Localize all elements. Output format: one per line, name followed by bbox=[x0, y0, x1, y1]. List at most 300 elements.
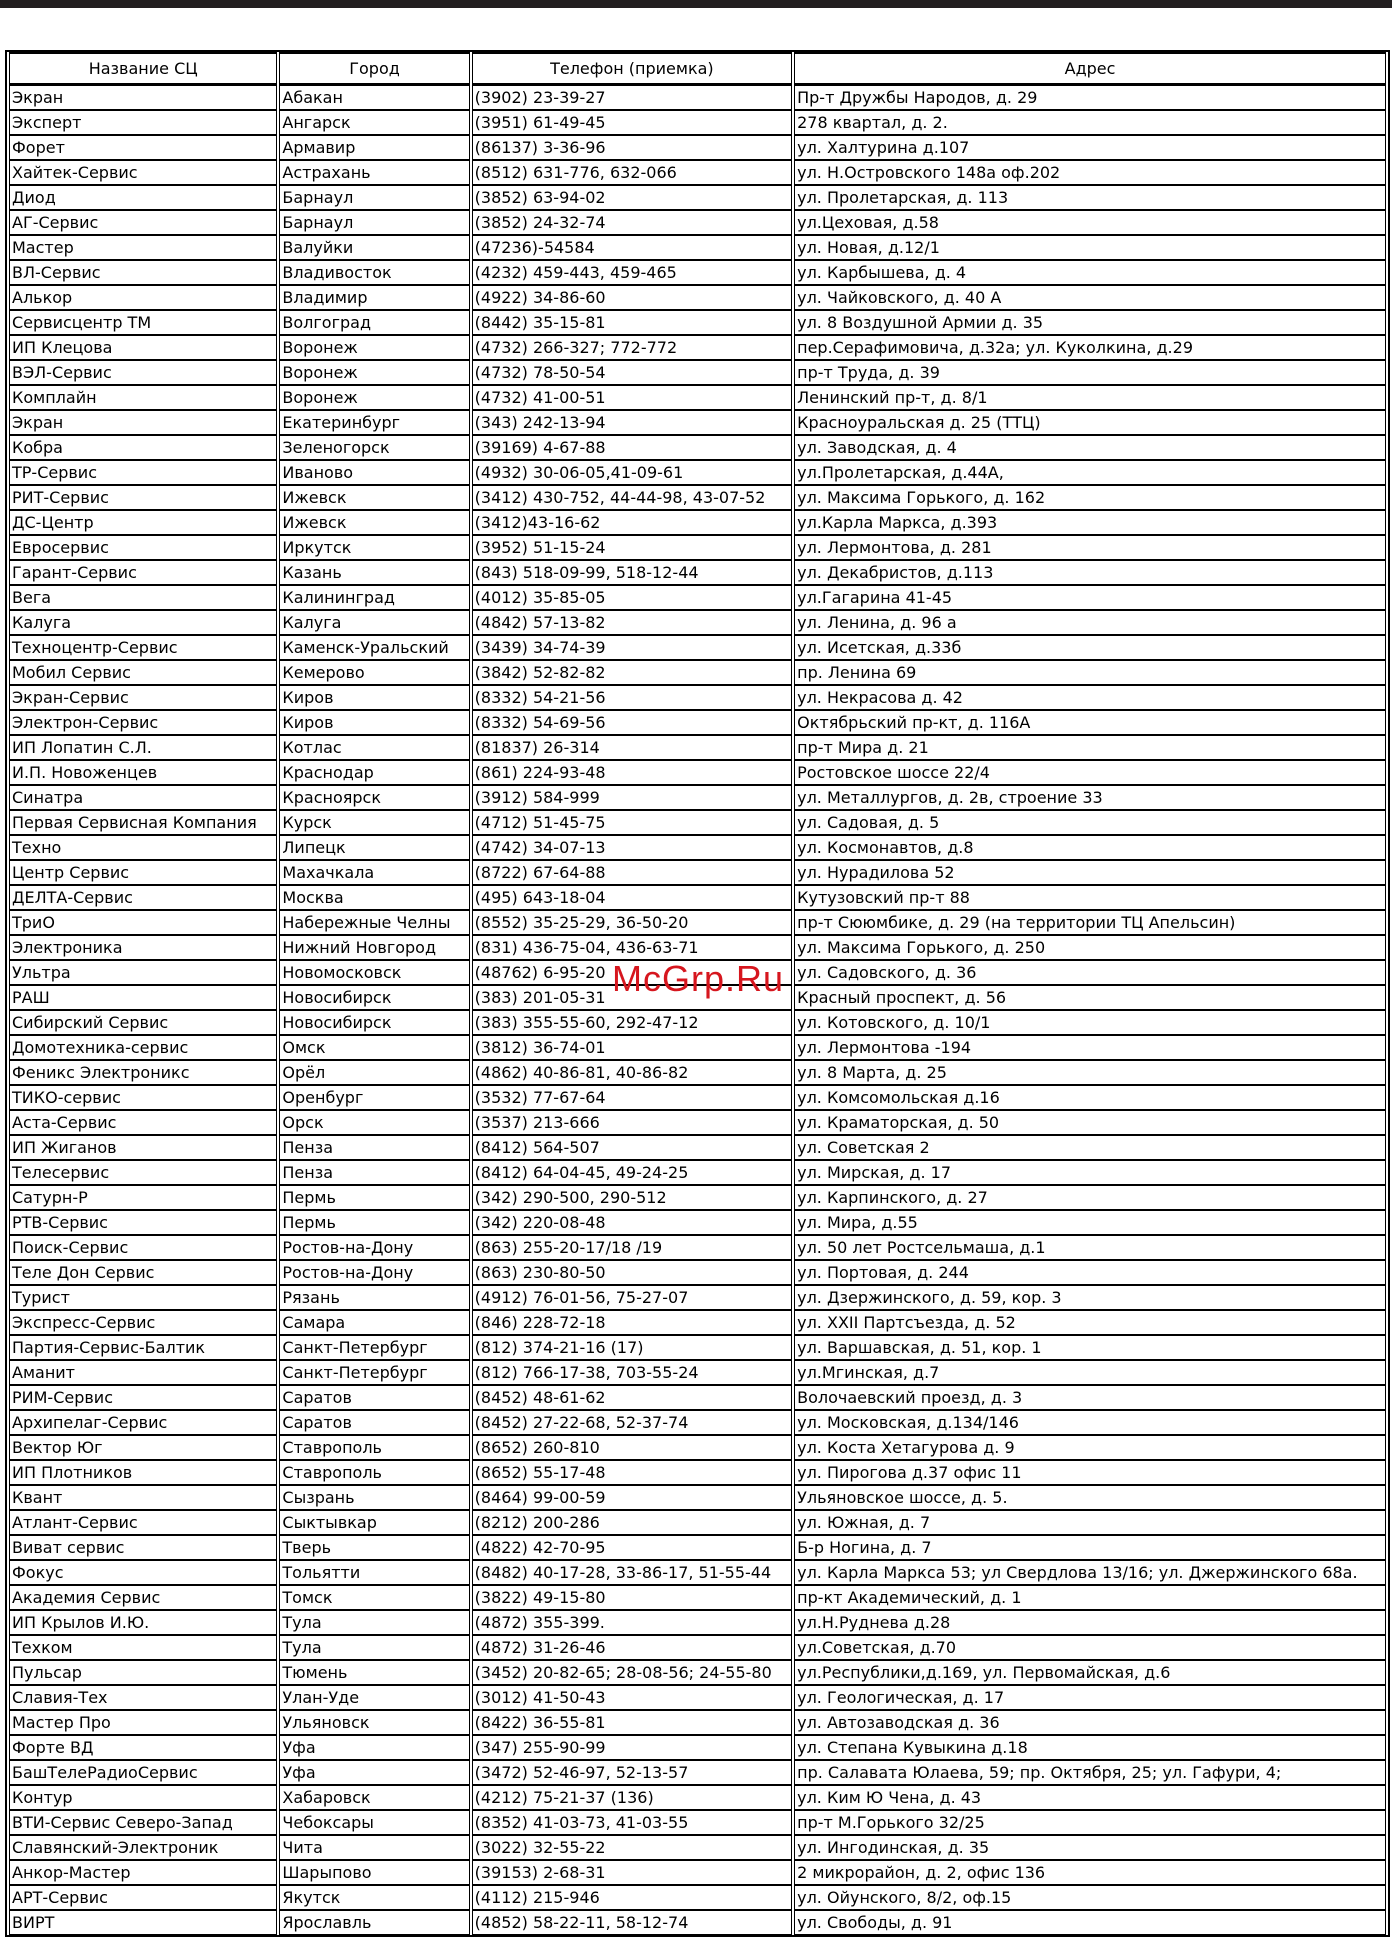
cell-phone: (81837) 26-314 bbox=[472, 735, 792, 760]
cell-city: Астрахань bbox=[279, 160, 469, 185]
cell-address: ул. Карбышева, д. 4 bbox=[794, 260, 1386, 285]
cell-phone: (39153) 2-68-31 bbox=[472, 1860, 792, 1885]
cell-name: ТР-Сервис bbox=[9, 460, 277, 485]
table-row bbox=[9, 385, 1386, 410]
cell-name: Алькор bbox=[9, 285, 277, 310]
cell-name: Теле Дон Сервис bbox=[9, 1260, 277, 1285]
cell-city: Каменск-Уральский bbox=[279, 635, 469, 660]
cell-phone: (3532) 77-67-64 bbox=[472, 1085, 792, 1110]
cell-name: ДС-Центр bbox=[9, 510, 277, 535]
cell-city: Казань bbox=[279, 560, 469, 585]
cell-city: Уфа bbox=[279, 1735, 469, 1760]
cell-address: ул. Н.Островского 148а оф.202 bbox=[794, 160, 1386, 185]
cell-name: Вега bbox=[9, 585, 277, 610]
cell-address: пр-т Сююмбике, д. 29 (на территории ТЦ Апельсин) bbox=[794, 910, 1386, 935]
cell-city: Орск bbox=[279, 1110, 469, 1135]
cell-name: Сатурн-Р bbox=[9, 1185, 277, 1210]
cell-city: Уфа bbox=[279, 1760, 469, 1785]
cell-phone: (86137) 3-36-96 bbox=[472, 135, 792, 160]
cell-city: Котлас bbox=[279, 735, 469, 760]
cell-address: пр. Ленина 69 bbox=[794, 660, 1386, 685]
table-row bbox=[9, 935, 1386, 960]
cell-phone: (3852) 63-94-02 bbox=[472, 185, 792, 210]
cell-phone: (4112) 215-946 bbox=[472, 1885, 792, 1910]
cell-phone: (3012) 41-50-43 bbox=[472, 1685, 792, 1710]
table-row bbox=[9, 1810, 1386, 1835]
cell-name: ДЕЛТА-Сервис bbox=[9, 885, 277, 910]
cell-phone: (8212) 200-286 bbox=[472, 1510, 792, 1535]
cell-address: 278 квартал, д. 2. bbox=[794, 110, 1386, 135]
table-row bbox=[9, 685, 1386, 710]
cell-phone: (8652) 55-17-48 bbox=[472, 1460, 792, 1485]
cell-phone: (8412) 564-507 bbox=[472, 1135, 792, 1160]
table-row bbox=[9, 435, 1386, 460]
cell-city: Чита bbox=[279, 1835, 469, 1860]
cell-city: Нижний Новгород bbox=[279, 935, 469, 960]
cell-city: Воронеж bbox=[279, 385, 469, 410]
cell-city: Чебоксары bbox=[279, 1810, 469, 1835]
cell-phone: (4842) 57-13-82 bbox=[472, 610, 792, 635]
cell-phone: (863) 255-20-17/18 /19 bbox=[472, 1235, 792, 1260]
cell-phone: (342) 290-500, 290-512 bbox=[472, 1185, 792, 1210]
cell-phone: (48762) 6-95-20 bbox=[472, 960, 792, 985]
table-row bbox=[9, 510, 1386, 535]
table-row bbox=[9, 860, 1386, 885]
cell-phone: (4932) 30-06-05,41-09-61 bbox=[472, 460, 792, 485]
cell-phone: (4872) 31-26-46 bbox=[472, 1635, 792, 1660]
cell-city: Новомосковск bbox=[279, 960, 469, 985]
table-row bbox=[9, 1910, 1386, 1935]
cell-city: Ростов-на-Дону bbox=[279, 1260, 469, 1285]
table-row bbox=[9, 185, 1386, 210]
header-city: Город bbox=[279, 52, 469, 85]
table-row bbox=[9, 710, 1386, 735]
cell-address: ул. Халтурина д.107 bbox=[794, 135, 1386, 160]
table-row bbox=[9, 1835, 1386, 1860]
cell-city: Тула bbox=[279, 1635, 469, 1660]
table-row bbox=[9, 610, 1386, 635]
cell-address: ул. Садовая, д. 5 bbox=[794, 810, 1386, 835]
cell-phone: (383) 201-05-31 bbox=[472, 985, 792, 1010]
cell-name: ТИКО-сервис bbox=[9, 1085, 277, 1110]
cell-name: Кобра bbox=[9, 435, 277, 460]
cell-city: Улан-Уде bbox=[279, 1685, 469, 1710]
cell-phone: (4852) 58-22-11, 58-12-74 bbox=[472, 1910, 792, 1935]
cell-name: Поиск-Сервис bbox=[9, 1235, 277, 1260]
cell-phone: (8512) 631-776, 632-066 bbox=[472, 160, 792, 185]
cell-name: Атлант-Сервис bbox=[9, 1510, 277, 1535]
cell-phone: (4732) 78-50-54 bbox=[472, 360, 792, 385]
cell-name: Экран-Сервис bbox=[9, 685, 277, 710]
cell-phone: (846) 228-72-18 bbox=[472, 1310, 792, 1335]
cell-address: ул. Мирская, д. 17 bbox=[794, 1160, 1386, 1185]
cell-address: ул. Карла Маркса 53; ул Свердлова 13/16; ул. Джержинского 68а. bbox=[794, 1560, 1386, 1585]
cell-city: Набережные Челны bbox=[279, 910, 469, 935]
cell-address: ул. Заводская, д. 4 bbox=[794, 435, 1386, 460]
table-row bbox=[9, 1185, 1386, 1210]
cell-name: ИП Клецова bbox=[9, 335, 277, 360]
table-row bbox=[9, 735, 1386, 760]
table-row bbox=[9, 1860, 1386, 1885]
cell-address: ул. Декабристов, д.113 bbox=[794, 560, 1386, 585]
cell-phone: (3412) 430-752, 44-44-98, 43-07-52 bbox=[472, 485, 792, 510]
cell-address: ул.Пролетарская, д.44А, bbox=[794, 460, 1386, 485]
table-row bbox=[9, 135, 1386, 160]
cell-name: Электрон-Сервис bbox=[9, 710, 277, 735]
table-row bbox=[9, 960, 1386, 985]
cell-phone: (8412) 64-04-45, 49-24-25 bbox=[472, 1160, 792, 1185]
cell-phone: (812) 374-21-16 (17) bbox=[472, 1335, 792, 1360]
cell-city: Ростов-на-Дону bbox=[279, 1235, 469, 1260]
cell-address: ул. Ким Ю Чена, д. 43 bbox=[794, 1785, 1386, 1810]
table-row bbox=[9, 660, 1386, 685]
table-row bbox=[9, 110, 1386, 135]
cell-address: ул.Н.Руднева д.28 bbox=[794, 1610, 1386, 1635]
cell-name: И.П. Новоженцев bbox=[9, 760, 277, 785]
cell-city: Калининград bbox=[279, 585, 469, 610]
cell-city: Саратов bbox=[279, 1410, 469, 1435]
cell-phone: (3852) 24-32-74 bbox=[472, 210, 792, 235]
cell-address: ул. 50 лет Ростсельмаша, д.1 bbox=[794, 1235, 1386, 1260]
table-row bbox=[9, 560, 1386, 585]
cell-address: ул. Степана Кувыкина д.18 bbox=[794, 1735, 1386, 1760]
cell-name: Вектор Юг bbox=[9, 1435, 277, 1460]
cell-phone: (4742) 34-07-13 bbox=[472, 835, 792, 860]
cell-city: Сыктывкар bbox=[279, 1510, 469, 1535]
table-header-row bbox=[9, 52, 1386, 85]
table-row bbox=[9, 485, 1386, 510]
cell-phone: (3842) 52-82-82 bbox=[472, 660, 792, 685]
cell-name: Турист bbox=[9, 1285, 277, 1310]
header-phone: Телефон (приемка) bbox=[472, 52, 792, 85]
cell-name: Мобил Сервис bbox=[9, 660, 277, 685]
cell-phone: (3812) 36-74-01 bbox=[472, 1035, 792, 1060]
table-row bbox=[9, 260, 1386, 285]
cell-city: Москва bbox=[279, 885, 469, 910]
table-row bbox=[9, 1635, 1386, 1660]
table-row bbox=[9, 885, 1386, 910]
cell-address: пр-т Мира д. 21 bbox=[794, 735, 1386, 760]
cell-city: Владивосток bbox=[279, 260, 469, 285]
cell-phone: (4712) 51-45-75 bbox=[472, 810, 792, 835]
cell-address: Пр-т Дружбы Народов, д. 29 bbox=[794, 85, 1386, 110]
table-row bbox=[9, 1460, 1386, 1485]
cell-address: ул. Дзержинского, д. 59, кор. 3 bbox=[794, 1285, 1386, 1310]
cell-address: ул. Садовского, д. 36 bbox=[794, 960, 1386, 985]
cell-phone: (3912) 584-999 bbox=[472, 785, 792, 810]
table-row bbox=[9, 410, 1386, 435]
cell-name: БашТелеРадиоСервис bbox=[9, 1760, 277, 1785]
cell-city: Абакан bbox=[279, 85, 469, 110]
cell-address: ул. Нурадилова 52 bbox=[794, 860, 1386, 885]
cell-name: ВИРТ bbox=[9, 1910, 277, 1935]
cell-phone: (8452) 48-61-62 bbox=[472, 1385, 792, 1410]
cell-phone: (383) 355-55-60, 292-47-12 bbox=[472, 1010, 792, 1035]
cell-phone: (342) 220-08-48 bbox=[472, 1210, 792, 1235]
cell-city: Барнаул bbox=[279, 210, 469, 235]
table-row bbox=[9, 1660, 1386, 1685]
table-row bbox=[9, 910, 1386, 935]
table-row bbox=[9, 1010, 1386, 1035]
cell-city: Красноярск bbox=[279, 785, 469, 810]
table-body bbox=[9, 85, 1386, 1935]
cell-name: ВТИ-Сервис Северо-Запад bbox=[9, 1810, 277, 1835]
cell-city: Зеленогорск bbox=[279, 435, 469, 460]
table-row bbox=[9, 1485, 1386, 1510]
cell-address: ул. Пирогова д.37 офис 11 bbox=[794, 1460, 1386, 1485]
cell-phone: (3951) 61-49-45 bbox=[472, 110, 792, 135]
cell-name: Комплайн bbox=[9, 385, 277, 410]
cell-name: Ультра bbox=[9, 960, 277, 985]
cell-address: Кутузовский пр-т 88 bbox=[794, 885, 1386, 910]
cell-address: ул. Карпинского, д. 27 bbox=[794, 1185, 1386, 1210]
cell-city: Саратов bbox=[279, 1385, 469, 1410]
cell-name: Техком bbox=[9, 1635, 277, 1660]
cell-address: ул.Гагарина 41-45 bbox=[794, 585, 1386, 610]
cell-city: Ставрополь bbox=[279, 1460, 469, 1485]
table-row bbox=[9, 1885, 1386, 1910]
cell-address: ул. Портовая, д. 244 bbox=[794, 1260, 1386, 1285]
cell-name: Виват сервис bbox=[9, 1535, 277, 1560]
table-row bbox=[9, 1260, 1386, 1285]
table-row bbox=[9, 310, 1386, 335]
cell-name: Фокус bbox=[9, 1560, 277, 1585]
cell-city: Пенза bbox=[279, 1135, 469, 1160]
table-row bbox=[9, 1685, 1386, 1710]
table-row bbox=[9, 1410, 1386, 1435]
table-row bbox=[9, 460, 1386, 485]
cell-name: Славянский-Электроник bbox=[9, 1835, 277, 1860]
cell-phone: (4232) 459-443, 459-465 bbox=[472, 260, 792, 285]
cell-city: Липецк bbox=[279, 835, 469, 860]
cell-city: Ангарск bbox=[279, 110, 469, 135]
cell-address: ул. Московская, д.134/146 bbox=[794, 1410, 1386, 1435]
cell-phone: (3472) 52-46-97, 52-13-57 bbox=[472, 1760, 792, 1785]
cell-name: Калуга bbox=[9, 610, 277, 635]
cell-name: Экран bbox=[9, 85, 277, 110]
cell-city: Краснодар bbox=[279, 760, 469, 785]
cell-name: Хайтек-Сервис bbox=[9, 160, 277, 185]
table-row bbox=[9, 1160, 1386, 1185]
table-row bbox=[9, 1285, 1386, 1310]
cell-phone: (863) 230-80-50 bbox=[472, 1260, 792, 1285]
cell-name: Домотехника-сервис bbox=[9, 1035, 277, 1060]
cell-city: Новосибирск bbox=[279, 985, 469, 1010]
cell-city: Тольятти bbox=[279, 1560, 469, 1585]
table-row bbox=[9, 1385, 1386, 1410]
cell-city: Санкт-Петербург bbox=[279, 1335, 469, 1360]
cell-name: Славия-Тех bbox=[9, 1685, 277, 1710]
cell-phone: (843) 518-09-99, 518-12-44 bbox=[472, 560, 792, 585]
cell-address: Ленинский пр-т, д. 8/1 bbox=[794, 385, 1386, 410]
cell-phone: (3439) 34-74-39 bbox=[472, 635, 792, 660]
cell-name: Мастер bbox=[9, 235, 277, 260]
cell-phone: (8722) 67-64-88 bbox=[472, 860, 792, 885]
table-row bbox=[9, 1735, 1386, 1760]
cell-name: ТриО bbox=[9, 910, 277, 935]
cell-phone: (8442) 35-15-81 bbox=[472, 310, 792, 335]
cell-phone: (3902) 23-39-27 bbox=[472, 85, 792, 110]
cell-address: ул. Варшавская, д. 51, кор. 1 bbox=[794, 1335, 1386, 1360]
cell-phone: (812) 766-17-38, 703-55-24 bbox=[472, 1360, 792, 1385]
cell-address: Красный проспект, д. 56 bbox=[794, 985, 1386, 1010]
cell-address: ул. 8 Марта, д. 25 bbox=[794, 1060, 1386, 1085]
cell-name: Техно bbox=[9, 835, 277, 860]
table-row bbox=[9, 1560, 1386, 1585]
table-row bbox=[9, 210, 1386, 235]
cell-city: Рязань bbox=[279, 1285, 469, 1310]
cell-name: ИП Лопатин С.Л. bbox=[9, 735, 277, 760]
table-row bbox=[9, 1110, 1386, 1135]
table-row bbox=[9, 360, 1386, 385]
cell-city: Валуйки bbox=[279, 235, 469, 260]
cell-city: Воронеж bbox=[279, 360, 469, 385]
cell-name: АГ-Сервис bbox=[9, 210, 277, 235]
header-address: Адрес bbox=[794, 52, 1386, 85]
cell-name: ВЭЛ-Сервис bbox=[9, 360, 277, 385]
cell-name: ИП Крылов И.Ю. bbox=[9, 1610, 277, 1635]
cell-phone: (831) 436-75-04, 436-63-71 bbox=[472, 935, 792, 960]
cell-address: пр-кт Академический, д. 1 bbox=[794, 1585, 1386, 1610]
cell-address: ул. Южная, д. 7 bbox=[794, 1510, 1386, 1535]
table-row bbox=[9, 1535, 1386, 1560]
cell-name: Партия-Сервис-Балтик bbox=[9, 1335, 277, 1360]
cell-phone: (4872) 355-399. bbox=[472, 1610, 792, 1635]
table-row bbox=[9, 85, 1386, 110]
cell-address: пр-т Труда, д. 39 bbox=[794, 360, 1386, 385]
table-row bbox=[9, 235, 1386, 260]
cell-address: ул. Пролетарская, д. 113 bbox=[794, 185, 1386, 210]
cell-name: Анкор-Мастер bbox=[9, 1860, 277, 1885]
table-row bbox=[9, 1235, 1386, 1260]
cell-phone: (8422) 36-55-81 bbox=[472, 1710, 792, 1735]
cell-name: Феникс Электроникс bbox=[9, 1060, 277, 1085]
cell-phone: (861) 224-93-48 bbox=[472, 760, 792, 785]
service-centers-table bbox=[5, 50, 1390, 1937]
cell-city: Иваново bbox=[279, 460, 469, 485]
cell-city: Екатеринбург bbox=[279, 410, 469, 435]
cell-name: Диод bbox=[9, 185, 277, 210]
cell-address: ул. Краматорская, д. 50 bbox=[794, 1110, 1386, 1135]
cell-city: Ставрополь bbox=[279, 1435, 469, 1460]
table-row bbox=[9, 1035, 1386, 1060]
cell-phone: (8332) 54-21-56 bbox=[472, 685, 792, 710]
table-row bbox=[9, 1085, 1386, 1110]
cell-city: Тюмень bbox=[279, 1660, 469, 1685]
cell-address: Б-р Ногина, д. 7 bbox=[794, 1535, 1386, 1560]
table-row bbox=[9, 1360, 1386, 1385]
table-row bbox=[9, 160, 1386, 185]
cell-address: ул. Максима Горького, д. 162 bbox=[794, 485, 1386, 510]
table-row bbox=[9, 985, 1386, 1010]
cell-phone: (4732) 266-327; 772-772 bbox=[472, 335, 792, 360]
cell-city: Ижевск bbox=[279, 485, 469, 510]
cell-address: Красноуральская д. 25 (ТТЦ) bbox=[794, 410, 1386, 435]
cell-address: ул.Мгинская, д.7 bbox=[794, 1360, 1386, 1385]
cell-address: ул. Котовского, д. 10/1 bbox=[794, 1010, 1386, 1035]
cell-address: ул. Советская 2 bbox=[794, 1135, 1386, 1160]
cell-city: Тверь bbox=[279, 1535, 469, 1560]
cell-name: АРТ-Сервис bbox=[9, 1885, 277, 1910]
cell-city: Пенза bbox=[279, 1160, 469, 1185]
cell-phone: (4922) 34-86-60 bbox=[472, 285, 792, 310]
cell-phone: (4862) 40-86-81, 40-86-82 bbox=[472, 1060, 792, 1085]
cell-phone: (3537) 213-666 bbox=[472, 1110, 792, 1135]
cell-city: Воронеж bbox=[279, 335, 469, 360]
cell-name: Форет bbox=[9, 135, 277, 160]
cell-address: пер.Серафимовича, д.32а; ул. Куколкина, д.29 bbox=[794, 335, 1386, 360]
top-border-bar bbox=[0, 0, 1392, 8]
cell-phone: (8452) 27-22-68, 52-37-74 bbox=[472, 1410, 792, 1435]
cell-city: Ярославль bbox=[279, 1910, 469, 1935]
cell-city: Самара bbox=[279, 1310, 469, 1335]
cell-name: Эксперт bbox=[9, 110, 277, 135]
cell-city: Владимир bbox=[279, 285, 469, 310]
table-row bbox=[9, 1610, 1386, 1635]
cell-phone: (4012) 35-85-05 bbox=[472, 585, 792, 610]
cell-phone: (4212) 75-21-37 (136) bbox=[472, 1785, 792, 1810]
cell-name: Контур bbox=[9, 1785, 277, 1810]
cell-city: Курск bbox=[279, 810, 469, 835]
cell-name: Синатра bbox=[9, 785, 277, 810]
cell-city: Барнаул bbox=[279, 185, 469, 210]
cell-address: ул. Ингодинская, д. 35 bbox=[794, 1835, 1386, 1860]
cell-address: Волочаевский проезд, д. 3 bbox=[794, 1385, 1386, 1410]
cell-address: ул. Максима Горького, д. 250 bbox=[794, 935, 1386, 960]
cell-address: ул. Комсомольская д.16 bbox=[794, 1085, 1386, 1110]
cell-city: Армавир bbox=[279, 135, 469, 160]
cell-city: Омск bbox=[279, 1035, 469, 1060]
table-row bbox=[9, 1585, 1386, 1610]
cell-phone: (3412)43-16-62 bbox=[472, 510, 792, 535]
cell-address: ул. Металлургов, д. 2в, строение 33 bbox=[794, 785, 1386, 810]
cell-address: ул. Лермонтова -194 bbox=[794, 1035, 1386, 1060]
cell-address: ул. Некрасова д. 42 bbox=[794, 685, 1386, 710]
cell-address: Октябрьский пр-кт, д. 116А bbox=[794, 710, 1386, 735]
cell-address: ул. 8 Воздушной Армии д. 35 bbox=[794, 310, 1386, 335]
cell-name: Пульсар bbox=[9, 1660, 277, 1685]
cell-phone: (8464) 99-00-59 bbox=[472, 1485, 792, 1510]
table-row bbox=[9, 810, 1386, 835]
cell-name: Экран bbox=[9, 410, 277, 435]
cell-name: Квант bbox=[9, 1485, 277, 1510]
cell-address: пр-т М.Горького 32/25 bbox=[794, 1810, 1386, 1835]
table-row bbox=[9, 785, 1386, 810]
cell-city: Тула bbox=[279, 1610, 469, 1635]
cell-address: ул. Автозаводская д. 36 bbox=[794, 1710, 1386, 1735]
cell-address: ул. Лермонтова, д. 281 bbox=[794, 535, 1386, 560]
cell-phone: (8332) 54-69-56 bbox=[472, 710, 792, 735]
cell-name: Техноцентр-Сервис bbox=[9, 635, 277, 660]
cell-phone: (39169) 4-67-88 bbox=[472, 435, 792, 460]
cell-name: Гарант-Сервис bbox=[9, 560, 277, 585]
cell-address: ул. Ойунского, 8/2, оф.15 bbox=[794, 1885, 1386, 1910]
table-row bbox=[9, 1760, 1386, 1785]
cell-city: Киров bbox=[279, 710, 469, 735]
cell-phone: (8482) 40-17-28, 33-86-17, 51-55-44 bbox=[472, 1560, 792, 1585]
cell-name: Архипелаг-Сервис bbox=[9, 1410, 277, 1435]
cell-city: Ижевск bbox=[279, 510, 469, 535]
cell-city: Якутск bbox=[279, 1885, 469, 1910]
cell-city: Пермь bbox=[279, 1210, 469, 1235]
cell-address: ул. Мира, д.55 bbox=[794, 1210, 1386, 1235]
cell-name: Сибирский Сервис bbox=[9, 1010, 277, 1035]
cell-phone: (3822) 49-15-80 bbox=[472, 1585, 792, 1610]
cell-address: ул. Ленина, д. 96 а bbox=[794, 610, 1386, 635]
cell-city: Кемерово bbox=[279, 660, 469, 685]
cell-phone: (3022) 32-55-22 bbox=[472, 1835, 792, 1860]
cell-city: Сызрань bbox=[279, 1485, 469, 1510]
